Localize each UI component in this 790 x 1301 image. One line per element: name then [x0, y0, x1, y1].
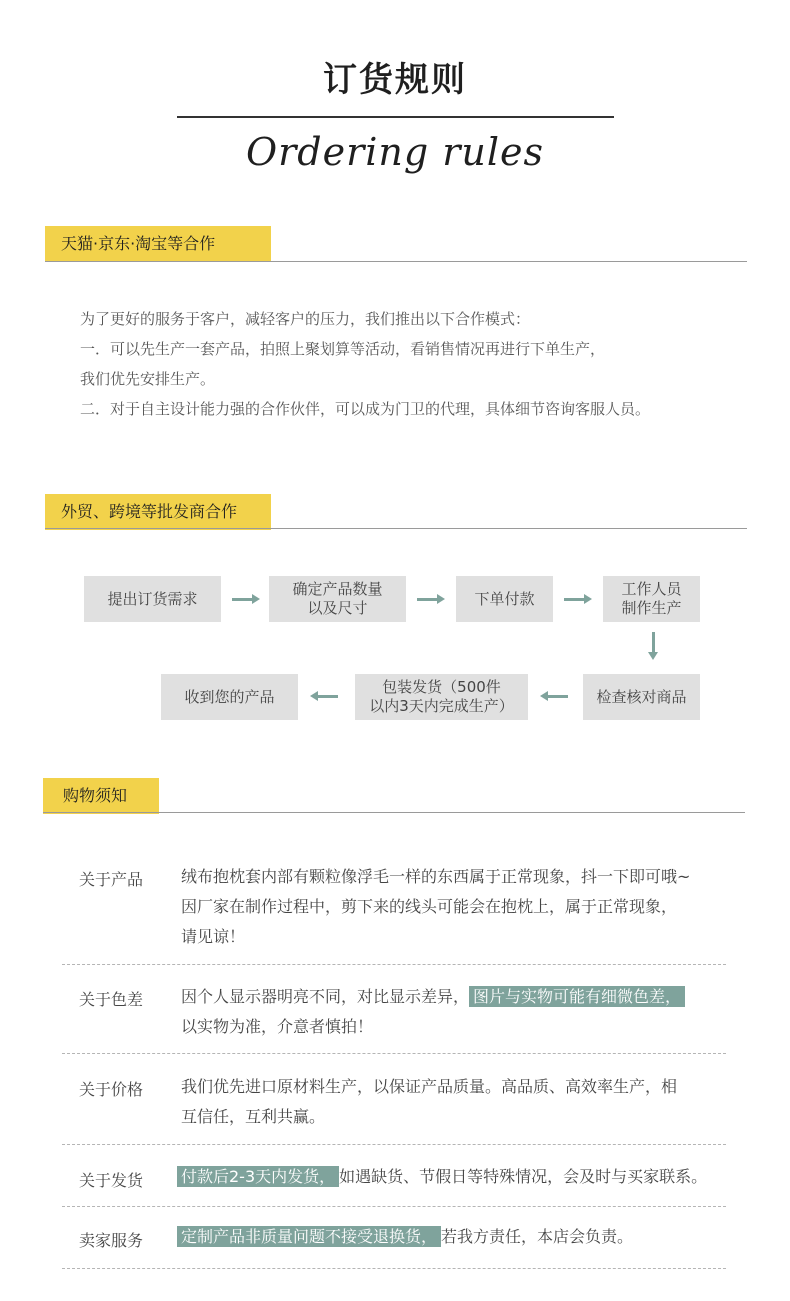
title-divider	[177, 116, 614, 118]
section-divider	[45, 261, 747, 262]
page-subtitle: Ordering rules	[245, 130, 545, 174]
flow-step-text: 收到您的产品	[184, 687, 275, 706]
flow-step-text: 包装发货（500件	[382, 678, 501, 696]
highlight-text: 付款后2-3天内发货，	[177, 1166, 339, 1187]
intro-line: 我们优先安排生产。	[80, 370, 216, 388]
section-label-platform-cooperation: 天猫·京东·淘宝等合作	[45, 226, 271, 262]
flow-step-text: 检查核对商品	[596, 687, 687, 706]
flow-step-production	[603, 576, 700, 622]
flow-step-payment	[456, 576, 553, 622]
notice-text-product	[181, 862, 741, 952]
section-label-shopping-notice: 购物须知	[43, 778, 159, 814]
section-label-wholesale-cooperation: 外贸、跨境等批发商合作	[45, 494, 271, 530]
notice-text-shipping	[177, 1162, 737, 1192]
notice-label-shipping: 关于发货	[79, 1171, 144, 1190]
arrow-down-icon	[652, 632, 655, 654]
flow-step-text: 工作人员	[621, 580, 682, 598]
flow-step-text: 以及尺寸	[307, 599, 368, 617]
dashed-divider	[62, 1206, 726, 1207]
flow-step-text: 下单付款	[474, 589, 535, 608]
platform-cooperation-text	[80, 304, 760, 424]
notice-text-service	[177, 1222, 737, 1252]
notice-label-price: 关于价格	[79, 1080, 144, 1099]
notice-line: 以实物为准，介意者慎拍！	[181, 1017, 374, 1036]
arrow-right-icon	[564, 598, 586, 601]
flow-step-text: 以内3天内完成生产）	[369, 697, 514, 715]
arrow-right-icon	[417, 598, 439, 601]
highlight-text: 定制产品非质量问题不接受退换货，	[177, 1226, 441, 1247]
arrow-left-icon	[546, 695, 568, 698]
dashed-divider	[62, 1268, 726, 1269]
flow-step-submit-order	[84, 576, 221, 622]
flow-step-receive-product	[161, 674, 298, 720]
arrow-right-icon	[232, 598, 254, 601]
dashed-divider	[62, 964, 726, 965]
notice-line: 若我方责任，本店会负责。	[441, 1227, 634, 1246]
notice-label-service: 卖家服务	[79, 1231, 144, 1250]
highlight-text: 图片与实物可能有细微色差，	[469, 986, 685, 1007]
notice-text-price	[181, 1072, 741, 1132]
notice-line: 我们优先进口原材料生产，以保证产品质量。高品质、高效率生产，相	[181, 1077, 678, 1096]
flow-step-text: 提出订货需求	[107, 589, 198, 608]
arrow-left-icon	[316, 695, 338, 698]
notice-line: 因个人显示器明亮不同，对比显示差异，	[181, 987, 470, 1006]
notice-label-color: 关于色差	[79, 990, 144, 1009]
flow-step-inspect	[583, 674, 700, 720]
page-title: 订货规则	[323, 60, 467, 100]
notice-line: 绒布抱枕套内部有颗粒像浮毛一样的东西属于正常现象，抖一下即可哦~	[181, 867, 691, 886]
notice-text-color	[181, 982, 741, 1042]
intro-line: 为了更好的服务于客户，减轻客户的压力，我们推出以下合作模式：	[80, 310, 531, 328]
intro-line: 二．对于自主设计能力强的合作伙伴，可以成为门卫的代理，具体细节咨询客服人员。	[80, 400, 651, 418]
notice-line: 如遇缺货、节假日等特殊情况，会及时与买家联系。	[339, 1167, 708, 1186]
dashed-divider	[62, 1053, 726, 1054]
flow-step-text: 确定产品数量	[292, 580, 383, 598]
flow-step-confirm-quantity	[269, 576, 406, 622]
notice-label-product: 关于产品	[79, 870, 144, 889]
notice-line: 因厂家在制作过程中，剪下来的线头可能会在抱枕上，属于正常现象，	[181, 897, 678, 916]
dashed-divider	[62, 1144, 726, 1145]
notice-line: 请见谅！	[181, 927, 246, 946]
flow-step-ship	[355, 674, 528, 720]
intro-line: 一．可以先生产一套产品，拍照上聚划算等活动，看销售情况再进行下单生产，	[80, 340, 606, 358]
flow-step-text: 制作生产	[621, 599, 682, 617]
notice-line: 互信任，互利共赢。	[181, 1107, 326, 1126]
section-divider	[43, 812, 745, 813]
section-divider	[45, 528, 747, 529]
